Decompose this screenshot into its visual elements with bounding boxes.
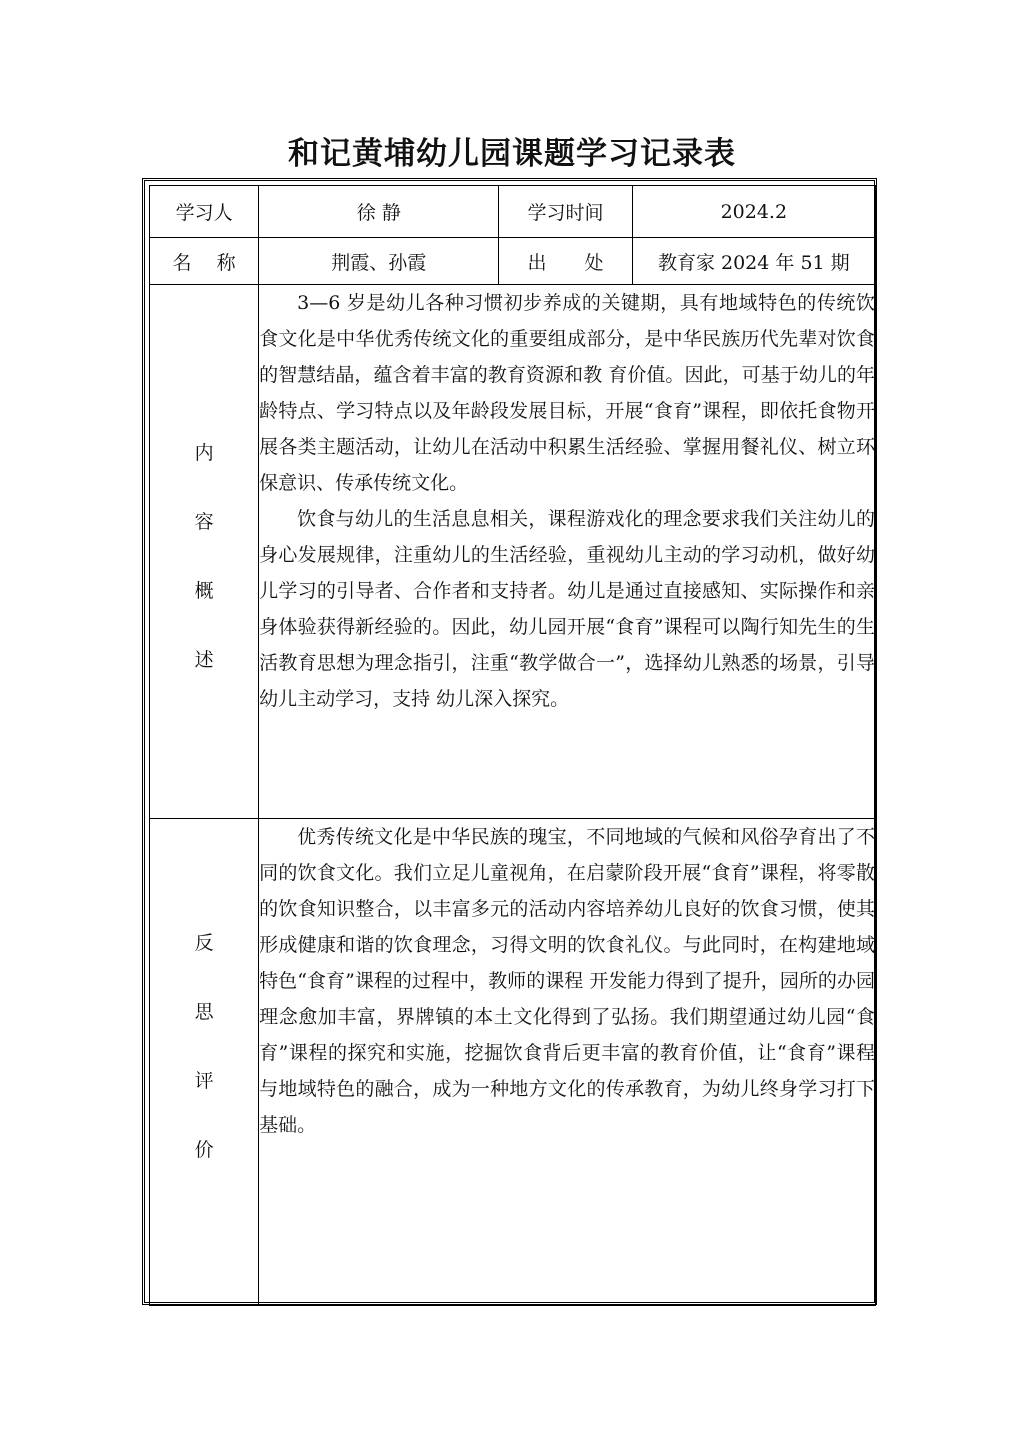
time-value: 2024.2 xyxy=(632,186,875,238)
reflection-label-char: 思 xyxy=(194,1001,214,1023)
learner-label: 学习人 xyxy=(150,186,259,238)
content-label-char: 概 xyxy=(194,580,214,602)
content-paragraph: 饮食与幼儿的生活息息相关，课程游戏化的理念要求我们关注幼儿的身心发展规律，注重幼儿的生活经验，重视幼儿主动的学习动机，做好幼儿学习的引导者、合作者和支持者。幼儿是通过直接感知、实际操作和亲身体验获得新经验的。因此，幼儿园开展“食育”课程可以陶行知先生的生活教育思想为理念指引，注重“教学做合一”，选择幼儿熟悉的场景，引导幼儿主动学习，支持 幼儿深入探究。 xyxy=(259,508,875,710)
reflection-row xyxy=(150,819,876,1306)
reflection-label-char: 反 xyxy=(194,932,214,954)
reflection-label-char: 评 xyxy=(194,1070,214,1092)
content-label xyxy=(150,285,259,819)
header-row-1 xyxy=(150,186,876,238)
time-label: 学习时间 xyxy=(499,186,632,238)
source-label: 出 处 xyxy=(499,238,632,285)
record-table xyxy=(149,185,876,1306)
content-label-char: 容 xyxy=(194,511,214,533)
content-label-char: 内 xyxy=(194,442,214,464)
name-value: 荆霞、孙霞 xyxy=(259,238,499,285)
content-label-char: 述 xyxy=(194,649,214,671)
reflection-label xyxy=(150,819,259,1306)
page-title: 和记黄埔幼儿园课题学习记录表 xyxy=(288,136,736,172)
header-row-2 xyxy=(150,238,876,285)
reflection-evaluation xyxy=(259,819,876,1306)
source-value: 教育家 2024 年 51 期 xyxy=(632,238,875,285)
name-label: 名 称 xyxy=(150,238,259,285)
learner-value: 徐 静 xyxy=(259,186,499,238)
reflection-label-char: 价 xyxy=(194,1139,214,1161)
content-paragraph: 3—6 岁是幼儿各种习惯初步养成的关键期，具有地域特色的传统饮食文化是中华优秀传统文化的重要组成部分，是中华民族历代先辈对饮食的智慧结晶，蕴含着丰富的教育资源和教 育价值。因此，可基于幼儿的年龄特点、学习特点以及年龄段发展目标，开展“食育”课程，即依托食物开展各类主题活动，让幼儿在活动中积累生活经验、掌握用餐礼仪、树立环保意识、传承传统文化。 xyxy=(259,292,875,494)
content-summary xyxy=(259,285,876,819)
reflection-paragraph: 优秀传统文化是中华民族的瑰宝，不同地域的气候和风俗孕育出了不同的饮食文化。我们立足儿童视角，在启蒙阶段开展“食育”课程，将零散的饮食知识整合，以丰富多元的活动内容培养幼儿良好的饮食习惯，使其形成健康和谐的饮食理念，习得文明的饮食礼仪。与此同时，在构建地域特色“食育”课程的过程中，教师的课程 开发能力得到了提升，园所的办园理念愈加丰富，界牌镇的本土文化得到了弘扬。我们期望通过幼儿园“食育”课程的探究和实施，挖掘饮食背后更丰富的教育价值，让“食育”课程与地域特色的融合，成为一种地方文化的传承教育，为幼儿终身学习打下基础。 xyxy=(259,826,875,1136)
content-row xyxy=(150,285,876,819)
